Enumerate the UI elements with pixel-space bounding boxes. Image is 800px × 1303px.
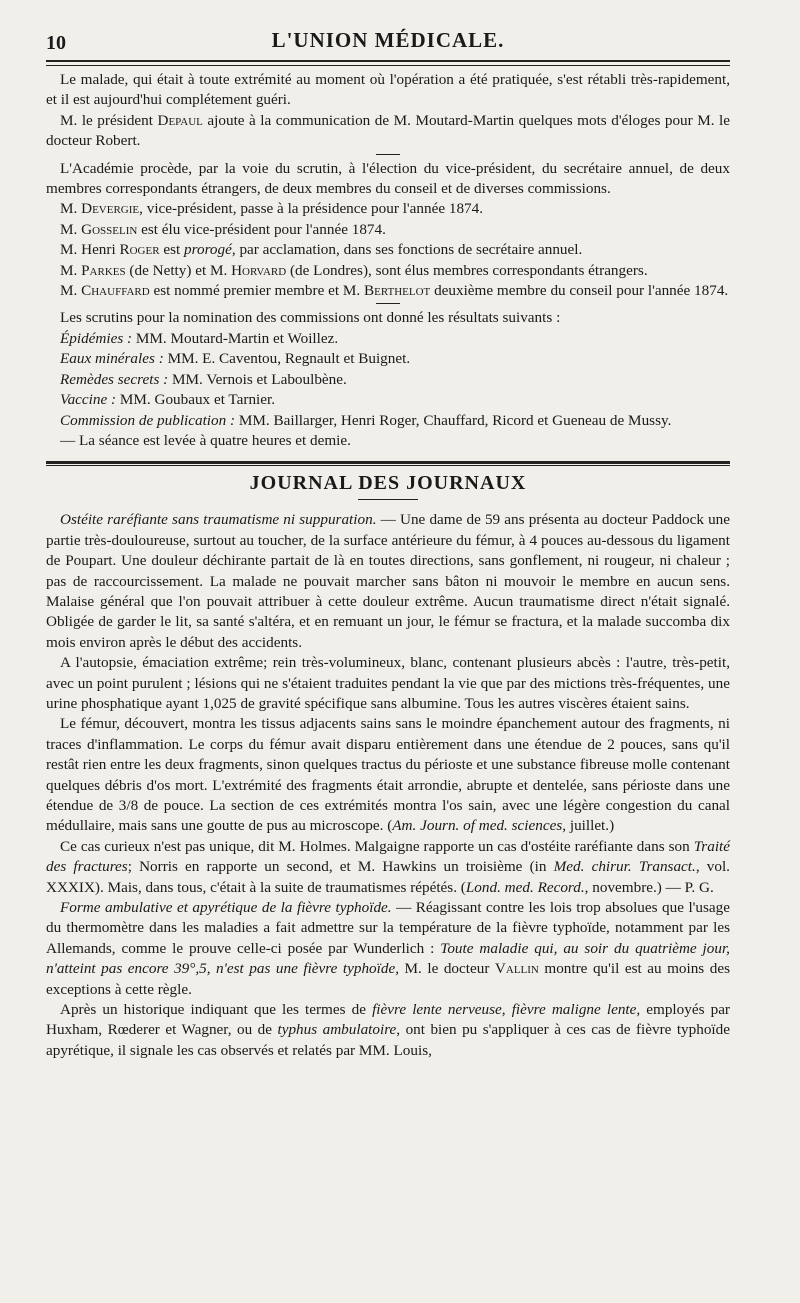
separator-rule (376, 154, 400, 155)
journal-title: L'UNION MÉDICALE. (271, 28, 505, 52)
academy-paragraph: M. Chauffard est nommé premier membre et M. Berthelot deuxième membre du conseil pour l'année 1874. (60, 282, 729, 300)
article-title: Ostéite raréfiante sans traumatisme ni suppuration. (60, 511, 377, 529)
title-rule (358, 499, 418, 500)
section-title: JOURNAL DES JOURNAUX (249, 472, 527, 495)
page-header (46, 18, 730, 62)
academy-paragraph: L'Académie procède, par la voie du scrutin, à l'élection du vice-président, du secrétaire annuel, de deux membres correspondants étrangers, de deux membres du conseil et de diverses commissions. (46, 159, 730, 198)
article-paragraph: A l'autopsie, émaciation extrême; rein très-volumineux, blanc, contenant plusieurs abcès : l'autre, très-petit, avec un point purulent ; lésions qui ne s'étaient traduites pendant la vie que par des mictions très-fréquentes, une urine phosphatique ayant 1,025 de gravité spécifique sans albumine. Tous les autres viscères étaient sains. (46, 654, 730, 712)
academy-paragraph: M. Henri Roger est prorogé, par acclamation, dans ses fonctions de secrétaire annuel. (60, 241, 583, 259)
academy-section (46, 70, 730, 451)
page-number: 10 (46, 32, 66, 54)
article-paragraph: Ce cas curieux n'est pas unique, dit M. Holmes. Malgaigne rapporte un cas d'ostéite raréfiante dans son Traité des fractures; Norris en rapporte un second, et M. Hawkins un troisième (in Med. chirur. Transact., vol. XXXIX). Mais, dans tous, c'était à la suite de traumatismes répétés. (Lond. med. Record., novembre.) — P. G. (46, 837, 730, 896)
academy-paragraph: M. Gosselin est élu vice-président pour l'année 1874. (60, 220, 386, 238)
academy-paragraph: M. le président Depaul ajoute à la communication de M. Moutard-Martin quelques mots d'éloges pour M. le docteur Robert. (46, 111, 731, 150)
commission-line: Eaux minérales : MM. E. Caventou, Regnault et Buignet. (60, 350, 411, 368)
commission-line: Épidémies : MM. Moutard-Martin et Woillez. (60, 329, 339, 347)
commission-line: Vaccine : MM. Goubaux et Tarnier. (60, 391, 276, 409)
article-paragraph: Le fémur, découvert, montra les tissus adjacents sains sans le moindre épanchement autour des fragments, ni traces d'inflammation. Le corps du fémur avait disparu entièrement dans une étendue de 2 pouces, sans qu'il restât rien entre les deux fragments, sinon quelques tractus du périoste et une substance fibreuse molle contenant quelques débris d'os mort. L'extrémité des fragments était arrondie, abrupte et dentelée, sans périoste dans une étendue de 3/8 de pouce. La section de ces extrémités montra l'os sain, avec une légère congestion du canal médullaire, mais sans une goutte de pus au microscope. (Am. Journ. of med. sciences, juillet.) (46, 715, 730, 835)
article-title: Forme ambulative et apyrétique de la fièvre typhoïde. (60, 899, 392, 917)
commission-line: Remèdes secrets : MM. Vernois et Laboulbène. (60, 370, 347, 388)
commission-line: Commission de publication : MM. Baillarger, Henri Roger, Chauffard, Ricord et Gueneau de Mussy. (60, 411, 672, 429)
academy-paragraph: M. Parkes (de Netty) et M. Horvard (de Londres), sont élus membres correspondants étrangers. (60, 261, 648, 279)
scrutins-intro: Les scrutins pour la nomination des commissions ont donné les résultats suivants : (60, 309, 561, 327)
academy-paragraph: Le malade, qui était à toute extrémité au moment où l'opération a été pratiquée, s'est rétabli très-rapidement, et il est aujourd'hui complétement guéri. (46, 71, 730, 109)
article-paragraph: Ostéite raréfiante sans traumatisme ni suppuration. — Une dame de 59 ans présenta au docteur Paddock une partie très-douloureuse, surtout au toucher, de la surface antérieure du fémur, à 4 pouces au-dessous du ligament de Poupart. Une douleur déchirante partait de là en toutes directions, sans gonflement, ni rougeur, ni chaleur ; pas de raccourcissement. La malade ne pouvait marcher sans bâton ni mouvoir le membre en aucun sens. Malaise général que l'on pouvait attribuer à cette douleur extrême. Aucun traumatisme direct n'était signalé. Obligée de garder le lit, sa santé s'altéra, et en remuant un jour, le fémur se fractura, et la malade succomba dix mois environ après le début des accidents. (46, 511, 731, 651)
journal-section (46, 472, 730, 1061)
section-divider (46, 461, 730, 466)
article-paragraph: Forme ambulative et apyrétique de la fièvre typhoïde. — Réagissant contre les lois trop absolues que l'usage du thermomètre dans les maladies a fait admettre sur la température de la fièvre typhoïde, notamment par les Allemands, comme le prouve celle-ci posée par Wunderlich : Toute maladie qui, au soir du quatrième jour, n'atteint pas encore 39°,5, n'est pas une fièvre typhoïde, M. le docteur Vallin montre qu'il est au moins des exceptions à cette règle. (46, 899, 730, 998)
closing-line: — La séance est levée à quatre heures et demie. (60, 431, 351, 449)
article-paragraph: Après un historique indiquant que les termes de fièvre lente nerveuse, fièvre maligne lente, employés par Huxham, Rœderer et Wagner, ou de typhus ambulatoire, ont bien pu s'appliquer à ces cas de fièvre typhoïde apyrétique, il signale les cas observés et relatés par MM. Louis, (46, 1001, 730, 1059)
separator-rule (376, 303, 400, 304)
header-rule (46, 65, 730, 66)
page (46, 18, 730, 1061)
academy-paragraph: M. Devergie, vice-président, passe à la présidence pour l'année 1874. (60, 200, 484, 218)
